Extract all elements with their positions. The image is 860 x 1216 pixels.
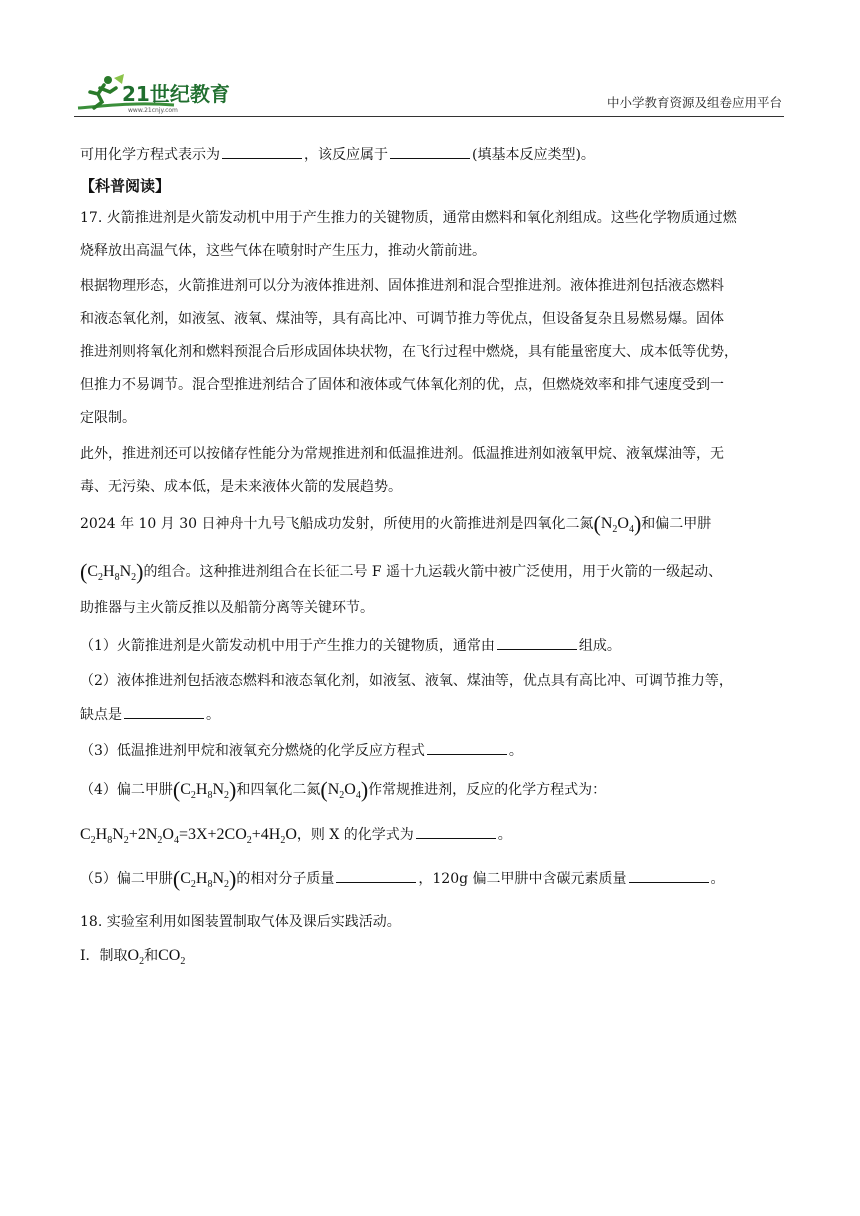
formula-c2h8n2: $(C_2H_8N_2)$ — [80, 559, 144, 584]
answer-blank[interactable] — [124, 704, 204, 719]
text-line: 推进剂则将氧化剂和燃料预混合后形成固体块状物，在飞行过程中燃烧，具有能量密度大、成本低等优势， — [80, 344, 738, 360]
answer-blank[interactable] — [427, 740, 507, 755]
logo-url: www.21cnjy.com — [128, 107, 178, 114]
text-line: 根据物理形态，火箭推进剂可以分为液体推进剂、固体推进剂和混合型推进剂。液体推进剂包括液态燃料 — [80, 278, 724, 294]
question-2: （2）液体推进剂包括液态燃料和液态氧化剂，如液氢、液氧、煤油等，优点具有高比冲、可调节推力等， — [80, 673, 733, 689]
answer-blank[interactable] — [629, 868, 709, 883]
question-1: （1）火箭推进剂是火箭发动机中用于产生推力的关键物质，通常由 组成。 — [80, 635, 621, 656]
text-line: 和液态氧化剂，如液氢、液氧、煤油等，具有高比冲、可调节推力等优点，但设备复杂且易燃易爆。固体 — [80, 311, 724, 327]
text-line: 定限制。 — [80, 410, 136, 426]
text-line: 但推力不易调节。混合型推进剂结合了固体和液体或气体氧化剂的优，点，但燃烧效率和排气速度受到一 — [80, 377, 724, 393]
question-2-cont: 缺点是 。 — [80, 704, 220, 725]
text-line: 17. 火箭推进剂是火箭发动机中用于产生推力的关键物质，通常由燃料和氧化剂组成。这些化学物质通过燃 — [80, 210, 737, 226]
platform-name: 中小学教育资源及组卷应用平台 — [606, 95, 782, 110]
equation-line: $C_2H_8N_2+2N_2O_4=3X+2CO_2+4H_2O$，则 X 的化学式为 。 — [80, 826, 512, 847]
page-header — [74, 70, 784, 117]
text-line: 助推器与主火箭反推以及船箭分离等关键环节。 — [80, 600, 374, 616]
question-18: 18. 实验室利用如图装置制取气体及课后实践活动。 — [80, 914, 401, 930]
answer-blank[interactable] — [416, 824, 496, 839]
reaction-equation: $C_2H_8N_2+2N_2O_4=3X+2CO_2+4H_2O$ — [80, 826, 297, 847]
answer-blank[interactable] — [497, 635, 577, 650]
question-3: （3）低温推进剂甲烷和液氧充分燃烧的化学反应方程式 。 — [80, 740, 523, 761]
text-line: $(C_2H_8N_2)$的组合。这种推进剂组合在长征二号 F 遥十九运载火箭中被广泛使用，用于火箭的一级起动、 — [80, 559, 723, 584]
answer-blank[interactable] — [336, 868, 416, 883]
answer-blank[interactable] — [222, 144, 302, 159]
logo — [74, 72, 244, 114]
answer-blank[interactable] — [390, 144, 470, 159]
question-18-part-1: Ⅰ．制取$O_2$和$CO_2$ — [80, 947, 186, 968]
question-5: （5）偏二甲肼$(C_2H_8N_2)$的相对分子质量 ，120g 偏二甲肼中含碳元素质量 。 — [80, 866, 725, 891]
runner-logo-icon — [74, 72, 244, 114]
formula-n2o4: $(N_2O_4)$ — [593, 511, 642, 536]
question-4: （4）偏二甲肼$(C_2H_8N_2)$和四氧化二氮$(N_2O_4)$作常规推进剂，反应的化学方程式为： — [80, 777, 607, 802]
logo-text: 21世纪教育 — [122, 82, 230, 106]
text-line: 2024 年 10 月 30 日神舟十九号飞船成功发射，所使用的火箭推进剂是四氧化二氮$(N_2O_4)$和偏二甲肼 — [80, 511, 712, 536]
section-heading: 【科普阅读】 — [80, 177, 171, 195]
text-line: 可用化学方程式表示为 ，该反应属于 (填基本反应类型)。 — [80, 144, 595, 165]
text-line: 烧释放出高温气体，这些气体在喷射时产生压力，推动火箭前进。 — [80, 243, 486, 259]
text-line: 毒、无污染、成本低，是未来液体火箭的发展趋势。 — [80, 479, 402, 495]
text-line: 此外，推进剂还可以按储存性能分为常规推进剂和低温推进剂。低温推进剂如液氧甲烷、液氧煤油等，无 — [80, 446, 724, 462]
